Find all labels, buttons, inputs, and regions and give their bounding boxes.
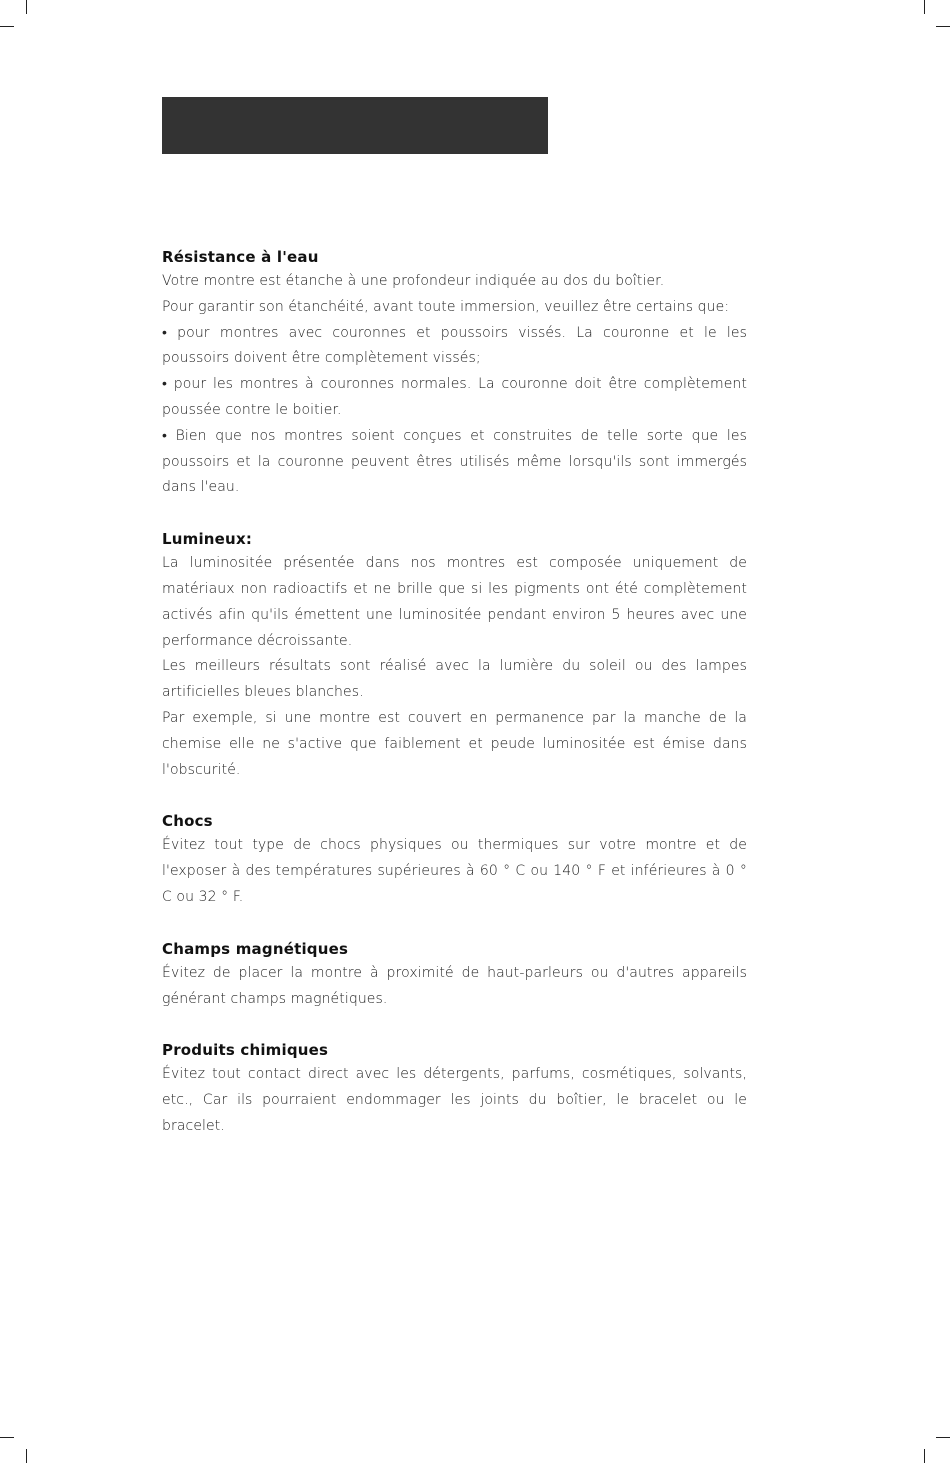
section-title: Résistance à l'eau [162, 248, 319, 266]
crop-mark [26, 1449, 27, 1463]
section-luminous [162, 527, 747, 783]
crop-mark [924, 1449, 925, 1463]
crop-mark [924, 0, 925, 14]
paragraph: Les meilleurs résultats sont réalisé avec la lumière du soleil ou des lampes artificielles bleues blanches. [162, 658, 747, 701]
paragraph: Pour garantir son étanchéité, avant toute immersion, veuillez être certains que: [162, 298, 730, 315]
paragraph: • pour les montres à couronnes normales. La couronne doit être complètement poussée contre le boitier. [162, 376, 747, 418]
crop-mark [26, 0, 27, 14]
paragraph: La luminositée présentée dans nos montres est composée uniquement de matériaux non radioactifs et ne brille que si les pigments ont été complètement activés afin qu'ils émettent une luminositée pendant environ 5 heures avec une performance décroissante. [162, 555, 747, 649]
crop-mark [936, 1437, 950, 1438]
paragraph: • pour montres avec couronnes et poussoirs vissés. La couronne et le les poussoirs doivent être complètement vissés; [162, 324, 747, 367]
paragraph: Votre montre est étanche à une profondeur indiquée au dos du boîtier. [162, 273, 665, 289]
paragraph: Évitez tout contact direct avec les détergents, parfums, cosmétiques, solvants, etc., Car ils pourraient endommager les joints du boîtier, le bracelet ou le bracelet. [162, 1066, 747, 1134]
paragraph: • Bien que nos montres soient conçues et construites de telle sorte que les poussoirs et la couronne peuvent êtres utilisés même lorsqu'ils sont immergés dans l'eau. [162, 427, 747, 496]
paragraph: Évitez de placer la montre à proximité de haut-parleurs ou d'autres appareils générant champs magnétiques. [162, 964, 747, 1007]
paragraph: Par exemple, si une montre est couvert en permanence par la manche de la chemise elle ne s'active que faiblement et peude luminositée est émise dans l'obscurité. [162, 709, 747, 778]
section-chemicals [162, 1038, 747, 1139]
section-title: Lumineux: [162, 530, 253, 549]
paragraph: Évitez tout type de chocs physiques ou thermiques sur votre montre et de l'exposer à des températures supérieures à 60 ° C ou 140 ° F et inférieures à 0 ° C ou 32 ° F. [162, 837, 747, 905]
header-bar [162, 97, 548, 154]
crop-mark [0, 1437, 14, 1438]
crop-mark [936, 26, 950, 27]
section-shocks [162, 809, 747, 910]
crop-mark [0, 26, 14, 27]
section-water-resistance [162, 245, 747, 501]
section-title: Champs magnétiques [162, 939, 349, 958]
section-magnetic-fields [162, 937, 747, 1013]
section-title: Chocs [162, 812, 213, 831]
document-body [162, 245, 747, 1166]
section-title: Produits chimiques [162, 1041, 329, 1060]
